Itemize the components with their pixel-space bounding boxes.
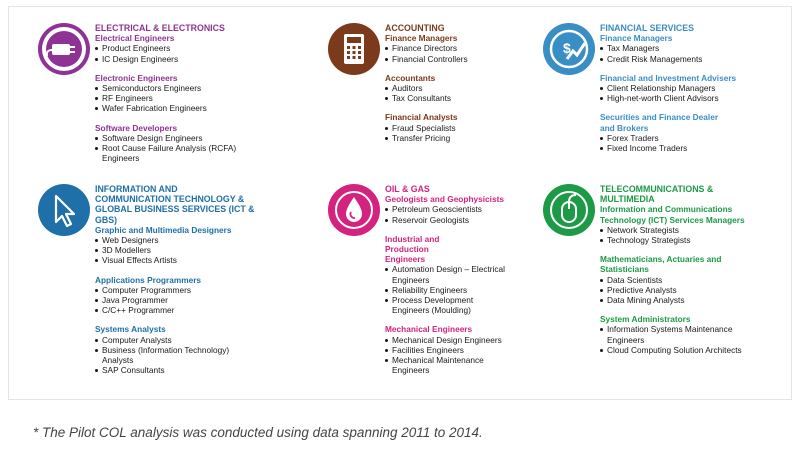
group-heading: Mathematicians, Actuaries and Statisticians bbox=[600, 254, 722, 275]
card-title: FINANCIAL SERVICES bbox=[600, 23, 695, 33]
list-item: Information Systems Maintenance Engineers bbox=[600, 324, 750, 344]
card-title: ACCOUNTING bbox=[385, 23, 445, 33]
list-item: Facilities Engineers bbox=[385, 345, 510, 355]
list-item: Data Mining Analysts bbox=[600, 295, 780, 305]
group-heading: Industrial and Production Engineers bbox=[385, 233, 440, 265]
list-item: Data Scientists bbox=[600, 275, 780, 285]
list-item: Semiconductors Engineers bbox=[95, 83, 275, 93]
list-item: Petroleum Geoscientists bbox=[385, 204, 550, 214]
list-item: Transfer Pricing bbox=[385, 133, 565, 143]
list-item: Credit Risk Managements bbox=[600, 54, 770, 64]
list-item: Computer Programmers bbox=[95, 285, 255, 295]
list-item: Network Strategists bbox=[600, 225, 780, 235]
card-title: OIL & GAS bbox=[385, 184, 430, 194]
list-item: Fixed Income Traders bbox=[600, 143, 770, 153]
list-item: Finance Directors bbox=[385, 43, 565, 53]
list-item: Root Cause Failure Analysis (RCFA) Engineers bbox=[95, 143, 275, 163]
job-group bbox=[385, 112, 565, 143]
group-heading: Information and Communications Technology (ICT) Services Managers bbox=[600, 204, 745, 225]
group-heading: Finance Managers bbox=[600, 33, 673, 44]
group-heading: Accountants bbox=[385, 72, 436, 83]
job-group bbox=[385, 234, 550, 316]
job-group bbox=[600, 112, 770, 153]
job-group bbox=[95, 73, 275, 114]
dollar-chart-icon bbox=[543, 23, 595, 75]
group-heading: Graphic and Multimedia Designers bbox=[95, 224, 232, 235]
list-item: Business (Information Technology) Analysts bbox=[95, 345, 240, 365]
job-group bbox=[385, 194, 550, 225]
list-item: Java Programmer bbox=[95, 295, 255, 305]
group-heading: Software Developers bbox=[95, 122, 178, 133]
group-heading: Financial and Investment Advisers bbox=[600, 72, 737, 83]
cursor-icon bbox=[38, 184, 90, 236]
job-group bbox=[600, 73, 770, 104]
group-heading: Finance Managers bbox=[385, 33, 458, 44]
job-group bbox=[600, 314, 780, 355]
list-item: C/C++ Programmer bbox=[95, 305, 255, 315]
list-item: Financial Controllers bbox=[385, 54, 565, 64]
job-group bbox=[600, 33, 770, 64]
list-item: Computer Analysts bbox=[95, 335, 240, 345]
list-item: Tax Consultants bbox=[385, 93, 565, 103]
job-group bbox=[600, 204, 780, 245]
job-group bbox=[95, 324, 255, 375]
list-item: Reliability Engineers bbox=[385, 285, 510, 295]
group-heading: Electrical Engineers bbox=[95, 33, 175, 44]
job-group bbox=[95, 275, 255, 316]
job-group bbox=[385, 33, 565, 64]
job-group bbox=[95, 33, 275, 64]
job-group bbox=[385, 73, 565, 104]
list-item: IC Design Engineers bbox=[95, 54, 275, 64]
list-item: High-net-worth Client Advisors bbox=[600, 93, 770, 103]
list-item: Software Design Engineers bbox=[95, 133, 275, 143]
group-heading: Geologists and Geophysicists bbox=[385, 194, 504, 205]
mouse-icon bbox=[543, 184, 595, 236]
list-item: Mechanical Design Engineers bbox=[385, 335, 510, 345]
list-item: Client Relationship Managers bbox=[600, 83, 770, 93]
group-heading: Securities and Finance Dealer and Brokers bbox=[600, 112, 719, 133]
list-item: Predictive Analysts bbox=[600, 285, 780, 295]
list-item: Tax Managers bbox=[600, 43, 770, 53]
group-heading: Mechanical Engineers bbox=[385, 324, 473, 335]
list-item: 3D Modellers bbox=[95, 245, 255, 255]
calculator-icon bbox=[328, 23, 380, 75]
job-group bbox=[95, 225, 255, 266]
list-item: Wafer Fabrication Engineers bbox=[95, 103, 275, 113]
job-group bbox=[600, 254, 780, 305]
oil-drop-icon bbox=[328, 184, 380, 236]
svg-text:$: $ bbox=[563, 40, 571, 56]
list-item: Auditors bbox=[385, 83, 565, 93]
group-heading: System Administrators bbox=[600, 314, 691, 325]
list-item: SAP Consultants bbox=[95, 365, 240, 375]
list-item: Technology Strategists bbox=[600, 235, 780, 245]
list-item: Process Development Engineers (Moulding) bbox=[385, 295, 510, 315]
list-item: Product Engineers bbox=[95, 43, 275, 53]
list-item: Visual Effects Artists bbox=[95, 255, 255, 265]
list-item: Fraud Specialists bbox=[385, 123, 565, 133]
list-item: Cloud Computing Solution Architects bbox=[600, 345, 750, 355]
list-item: Mechanical Maintenance Engineers bbox=[385, 355, 510, 375]
list-item: Forex Traders bbox=[600, 133, 770, 143]
list-item: Reservoir Geologists bbox=[385, 215, 550, 225]
group-heading: Systems Analysts bbox=[95, 324, 166, 335]
job-group bbox=[95, 123, 275, 164]
card-title: TELECOMMUNICATIONS & MULTIMEDIA bbox=[600, 184, 714, 205]
group-heading: Applications Programmers bbox=[95, 274, 202, 285]
job-group bbox=[385, 324, 550, 375]
group-heading: Electronic Engineers bbox=[95, 72, 178, 83]
group-heading: Financial Analysts bbox=[385, 112, 458, 123]
card-title: ELECTRICAL & ELECTRONICS bbox=[95, 23, 225, 33]
footnote: * The Pilot COL analysis was conducted using data spanning 2011 to 2014. bbox=[33, 425, 483, 440]
list-item: RF Engineers bbox=[95, 93, 275, 103]
list-item: Web Designers bbox=[95, 235, 255, 245]
list-item: Automation Design – Electrical Engineers bbox=[385, 264, 510, 284]
plug-icon bbox=[38, 23, 90, 75]
card-title: INFORMATION AND COMMUNICATION TECHNOLOGY & GLOBAL BUSINESS SERVICES (ICT & GBS) bbox=[95, 184, 255, 225]
